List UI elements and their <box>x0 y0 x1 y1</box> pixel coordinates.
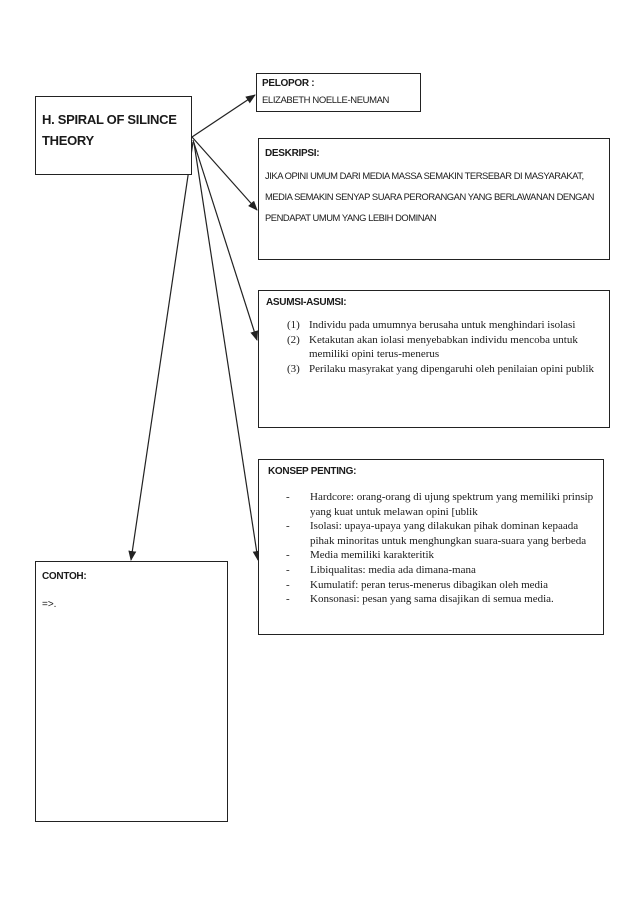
contoh-heading: CONTOH: <box>42 571 87 582</box>
list-dash: - <box>286 520 290 533</box>
list-text: Perilaku masyrakat yang dipengaruhi oleh penilaian opini publik <box>309 362 595 375</box>
arrow-to-pelopor <box>192 95 255 137</box>
list-text: Konsonasi: pesan yang sama disajikan di semua media. <box>310 593 554 606</box>
asumsi-heading: ASUMSI-ASUMSI: <box>266 297 347 308</box>
list-item <box>286 592 600 607</box>
pelopor-box <box>256 73 421 112</box>
list-dash: - <box>286 578 290 591</box>
list-item <box>286 563 600 578</box>
list-item <box>287 362 599 377</box>
asumsi-box <box>258 290 610 428</box>
deskripsi-box <box>258 138 610 260</box>
deskripsi-text: JIKA OPINI UMUM DARI MEDIA MASSA SEMAKIN TERSEBAR DI MASYARAKAT, MEDIA SEMAKIN SENYAP SUARA PERORANGAN YANG BERLAWANAN DENGAN PENDAPAT UMUM YANG LEBIH DOMINAN <box>265 170 594 223</box>
list-dash: - <box>286 549 290 562</box>
list-text: Libiqualitas: media ada dimana-mana <box>310 563 476 576</box>
list-dash: - <box>286 491 290 503</box>
konsep-heading: KONSEP PENTING: <box>268 466 357 477</box>
list-item <box>286 490 600 519</box>
list-item <box>286 548 600 563</box>
list-item <box>287 333 599 362</box>
contoh-box <box>35 561 228 822</box>
konsep-list <box>268 490 603 607</box>
arrow-to-contoh <box>131 142 193 560</box>
list-item <box>286 519 600 548</box>
list-number: (1) <box>287 319 300 331</box>
list-dash: - <box>286 563 290 576</box>
list-number: (2) <box>287 333 300 346</box>
list-text: Ketakutan akan iolasi menyebabkan individu mencoba untuk memiliki opini terus-menerus <box>309 333 578 360</box>
list-text: Isolasi: upaya-upaya yang dilakukan pihak dominan kepaada pihak minoritas untuk menghungkan suara-suara yang berbeda <box>310 520 587 547</box>
list-text: Media memiliki karakteritik <box>310 549 435 562</box>
arrow-to-asumsi <box>193 140 257 340</box>
list-text: Hardcore: orang-orang di ujung spektrum yang memiliki prinsip yang kuat untuk melawan opini [ublik <box>310 491 594 518</box>
contoh-value: =>. <box>42 599 57 610</box>
list-number: (3) <box>287 362 300 375</box>
arrow-to-konsep <box>194 143 258 560</box>
list-text: Kumulatif: peran terus-menerus dibagikan oleh media <box>310 578 548 591</box>
arrow-to-deskripsi <box>192 137 257 210</box>
deskripsi-heading: DESKRIPSI: <box>265 148 320 159</box>
pelopor-value: ELIZABETH NOELLE-NEUMAN <box>262 95 389 106</box>
konsep-box <box>258 459 604 635</box>
list-text: Individu pada umumnya berusaha untuk menghindari isolasi <box>309 319 576 331</box>
title-box <box>35 96 192 175</box>
list-item <box>286 578 600 593</box>
asumsi-list <box>266 318 609 376</box>
pelopor-heading: PELOPOR : <box>262 78 315 89</box>
list-item <box>287 318 599 333</box>
list-dash: - <box>286 593 290 606</box>
diagram-title: H. SPIRAL OF SILINCE THEORY <box>42 112 177 148</box>
